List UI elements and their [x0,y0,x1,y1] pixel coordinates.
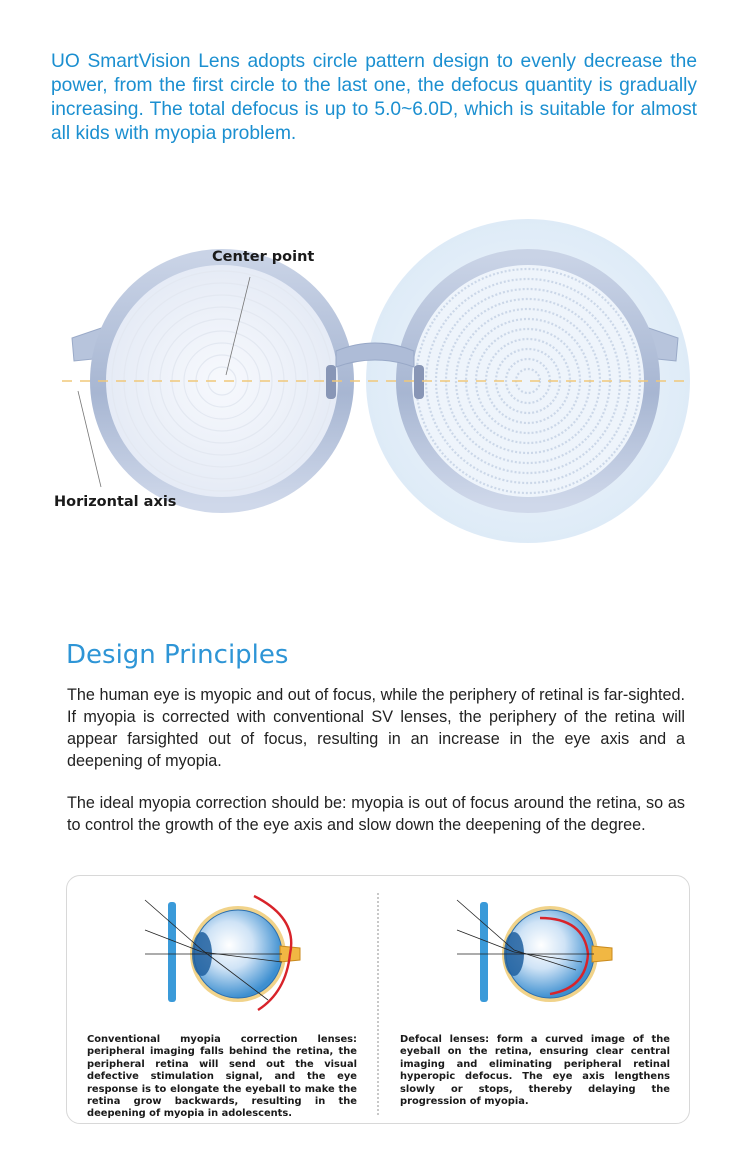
design-paragraph-1: The human eye is myopic and out of focus, while the periphery of retinal is far-sighted. If myopia is corrected with conventional SV lenses, the periphery of the retina will appear farsighted out of focus, resulting in an increase in the eye axis and a deepening of myopia. [67,686,685,770]
defocal-optic-nerve [592,946,612,962]
section-title: Design Principles [66,640,289,670]
intro-paragraph: UO SmartVision Lens adopts circle pattern design to evenly decrease the power, from the first circle to the last one, the defocus quantity is gradually increasing. The total defocus is up to 5.0~6.0D, which is suitable for almost all kids with myopia problem. [51,51,697,144]
comparison-divider [377,893,379,1115]
left-nose-pad [326,365,336,399]
right-nose-pad [414,365,424,399]
center-point-label: Center point [212,249,315,265]
design-paragraph-2: The ideal myopia correction should be: myopia is out of focus around the retina, so as to control the growth of the eye axis and slow down the deepening of the degree. [67,794,685,834]
conventional-eye-diagram [140,888,310,1016]
conventional-caption: Conventional myopia correction lenses: peripheral imaging falls behind the retina, the peripheral retina will send out the visual defective stimulation signal, and the eye response is to elongate the eyeball to make the retina grow backwards, resulting in the deepening of myopia in adolescents. [87,1034,357,1120]
horizontal-axis-label: Horizontal axis [54,494,177,510]
defocal-eye-diagram [452,888,622,1016]
conventional-lens-shape [168,902,176,1002]
defocal-lens-shape [480,902,488,1002]
defocal-caption: Defocal lenses: form a curved image of the eyeball on the retina, ensuring clear central imaging and eliminating peripheral retinal hyperopic defocus. The eye axis lengthens slowly or stops, thereby delaying the progression of myopia. [400,1034,670,1108]
